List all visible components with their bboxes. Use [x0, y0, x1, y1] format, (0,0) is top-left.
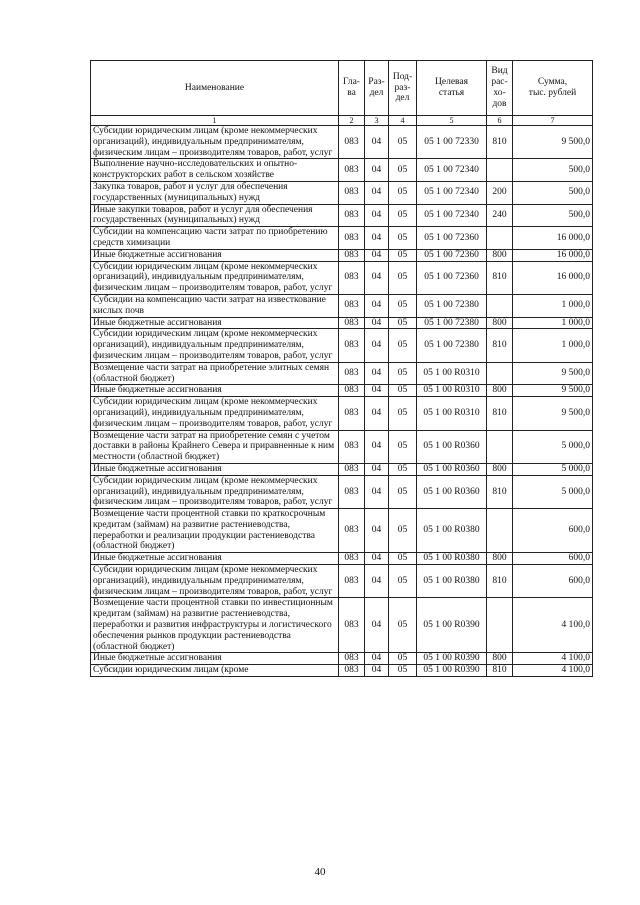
table-row: [91, 249, 593, 261]
row-vid: 810: [487, 565, 513, 598]
row-statya: 05 1 00 R0390: [417, 665, 487, 677]
row-name: Субсидии юридическим лицам (кроме некоммерческих организаций), индивидуальным предпринимателям, физическим лицам – производителям товаров, работ, услуг: [91, 126, 339, 159]
table-row: [91, 126, 593, 159]
row-glava: 083: [339, 317, 365, 329]
row-statya: 05 1 00 72360: [417, 249, 487, 261]
row-name: Иные бюджетные ассигнования: [91, 653, 339, 665]
row-vid: 800: [487, 385, 513, 397]
table-row: [91, 653, 593, 665]
row-statya: 05 1 00 72380: [417, 317, 487, 329]
row-name: Иные бюджетные ассигнования: [91, 385, 339, 397]
row-vid: 800: [487, 653, 513, 665]
header-glava: Гла- ва: [339, 61, 365, 116]
table-row: [91, 430, 593, 463]
row-statya: 05 1 00 R0310: [417, 397, 487, 430]
row-summa: 4 100,0: [513, 653, 593, 665]
table-row: [91, 509, 593, 553]
row-name: Субсидии юридическим лицам (кроме некоммерческих организаций), индивидуальным предпринимателям, физическим лицам – производителям товаров, работ, услуг: [91, 565, 339, 598]
row-statya: 05 1 00 72340: [417, 159, 487, 182]
column-number: 4: [389, 116, 417, 126]
row-vid: [487, 227, 513, 250]
row-statya: 05 1 00 72380: [417, 294, 487, 317]
row-summa: 5 000,0: [513, 430, 593, 463]
row-razdel: 04: [365, 385, 389, 397]
row-statya: 05 1 00 72360: [417, 227, 487, 250]
row-razdel: 04: [365, 397, 389, 430]
row-podrazdel: 05: [389, 249, 417, 261]
table-row: [91, 261, 593, 294]
column-number: 7: [513, 116, 593, 126]
table-row: [91, 317, 593, 329]
row-glava: 083: [339, 181, 365, 204]
column-number: 2: [339, 116, 365, 126]
row-vid: [487, 430, 513, 463]
row-summa: 9 500,0: [513, 385, 593, 397]
row-glava: 083: [339, 249, 365, 261]
row-razdel: 04: [365, 430, 389, 463]
row-glava: 083: [339, 397, 365, 430]
row-summa: 1 000,0: [513, 317, 593, 329]
row-summa: 16 000,0: [513, 261, 593, 294]
row-razdel: 04: [365, 294, 389, 317]
header-statya: Целевая статья: [417, 61, 487, 116]
row-name: Иные бюджетные ассигнования: [91, 249, 339, 261]
table-row: [91, 665, 593, 677]
row-name: Субсидии юридическим лицам (кроме некоммерческих организаций), индивидуальным предпринимателям, физическим лицам – производителям товаров, работ, услуг: [91, 397, 339, 430]
row-vid: [487, 509, 513, 553]
row-summa: 4 100,0: [513, 598, 593, 653]
row-razdel: 04: [365, 261, 389, 294]
column-number: 6: [487, 116, 513, 126]
row-glava: 083: [339, 463, 365, 475]
row-razdel: 04: [365, 159, 389, 182]
row-summa: 500,0: [513, 204, 593, 227]
table-row: [91, 204, 593, 227]
row-razdel: 04: [365, 598, 389, 653]
row-statya: 05 1 00 R0360: [417, 463, 487, 475]
row-podrazdel: 05: [389, 598, 417, 653]
row-podrazdel: 05: [389, 430, 417, 463]
column-number: 5: [417, 116, 487, 126]
row-vid: 810: [487, 126, 513, 159]
row-podrazdel: 05: [389, 261, 417, 294]
row-vid: 800: [487, 463, 513, 475]
row-vid: 810: [487, 261, 513, 294]
table-row: [91, 553, 593, 565]
row-summa: 9 500,0: [513, 397, 593, 430]
row-statya: 05 1 00 72330: [417, 126, 487, 159]
row-podrazdel: 05: [389, 294, 417, 317]
row-summa: 16 000,0: [513, 227, 593, 250]
row-name: Субсидии юридическим лицам (кроме: [91, 665, 339, 677]
header-podrazdel: Под- раз- дел: [389, 61, 417, 116]
table-row: [91, 397, 593, 430]
row-summa: 5 000,0: [513, 463, 593, 475]
row-podrazdel: 05: [389, 653, 417, 665]
table-row: [91, 159, 593, 182]
row-glava: 083: [339, 329, 365, 362]
row-statya: 05 1 00 R0310: [417, 385, 487, 397]
row-razdel: 04: [365, 249, 389, 261]
row-glava: 083: [339, 204, 365, 227]
row-statya: 05 1 00 72340: [417, 204, 487, 227]
row-name: Иные бюджетные ассигнования: [91, 553, 339, 565]
row-vid: 810: [487, 665, 513, 677]
table-row: [91, 227, 593, 250]
column-number-row: [91, 116, 593, 126]
row-podrazdel: 05: [389, 385, 417, 397]
row-summa: 600,0: [513, 565, 593, 598]
row-glava: 083: [339, 553, 365, 565]
row-razdel: 04: [365, 317, 389, 329]
row-name: Возмещение части затрат на приобретение элитных семян (областной бюджет): [91, 362, 339, 385]
row-vid: [487, 598, 513, 653]
row-summa: 5 000,0: [513, 475, 593, 508]
column-number: 1: [91, 116, 339, 126]
row-summa: 4 100,0: [513, 665, 593, 677]
row-glava: 083: [339, 598, 365, 653]
row-glava: 083: [339, 159, 365, 182]
row-summa: 600,0: [513, 509, 593, 553]
header-vid: Вид рас- хо- дов: [487, 61, 513, 116]
header-row: [91, 61, 593, 116]
row-glava: 083: [339, 653, 365, 665]
row-vid: [487, 294, 513, 317]
row-glava: 083: [339, 665, 365, 677]
row-name: Возмещение части процентной ставки по краткосрочным кредитам (займам) на развитие растениеводства, переработки и реализации продукции растениеводства (областной бюджет): [91, 509, 339, 553]
row-statya: 05 1 00 R0380: [417, 553, 487, 565]
row-statya: 05 1 00 R0310: [417, 362, 487, 385]
row-summa: 16 000,0: [513, 249, 593, 261]
header-name: Наименование: [91, 61, 339, 116]
row-razdel: 04: [365, 463, 389, 475]
row-summa: 9 500,0: [513, 362, 593, 385]
row-summa: 600,0: [513, 553, 593, 565]
row-razdel: 04: [365, 227, 389, 250]
table-row: [91, 463, 593, 475]
row-razdel: 04: [365, 653, 389, 665]
row-podrazdel: 05: [389, 362, 417, 385]
row-podrazdel: 05: [389, 665, 417, 677]
row-vid: 810: [487, 475, 513, 508]
row-name: Субсидии на компенсацию части затрат по приобретению средств химизации: [91, 227, 339, 250]
row-name: Возмещение части процентной ставки по инвестиционным кредитам (займам) на развитие растениеводства, переработки и развития инфраструктуры и логистического обеспечения рынков продукции растениеводства (областной бюджет): [91, 598, 339, 653]
row-razdel: 04: [365, 665, 389, 677]
table-row: [91, 475, 593, 508]
row-razdel: 04: [365, 509, 389, 553]
row-name: Закупка товаров, работ и услуг для обеспечения государственных (муниципальных) нужд: [91, 181, 339, 204]
table-row: [91, 362, 593, 385]
row-podrazdel: 05: [389, 227, 417, 250]
row-statya: 05 1 00 72360: [417, 261, 487, 294]
row-vid: 800: [487, 317, 513, 329]
row-statya: 05 1 00 R0360: [417, 475, 487, 508]
table-row: [91, 565, 593, 598]
row-vid: [487, 362, 513, 385]
table-row: [91, 294, 593, 317]
row-statya: 05 1 00 R0390: [417, 598, 487, 653]
row-statya: 05 1 00 R0380: [417, 565, 487, 598]
row-summa: 500,0: [513, 181, 593, 204]
header-razdel: Раз- дел: [365, 61, 389, 116]
row-podrazdel: 05: [389, 553, 417, 565]
budget-table: [90, 60, 593, 677]
row-statya: 05 1 00 R0380: [417, 509, 487, 553]
row-podrazdel: 05: [389, 475, 417, 508]
row-podrazdel: 05: [389, 397, 417, 430]
row-summa: 9 500,0: [513, 126, 593, 159]
row-glava: 083: [339, 565, 365, 598]
row-name: Возмещение части затрат на приобретение семян с учетом доставки в районы Крайнего Севера и приравненные к ним местности (областной бюджет): [91, 430, 339, 463]
row-name: Субсидии юридическим лицам (кроме некоммерческих организаций), индивидуальным предпринимателям, физическим лицам – производителям товаров, работ, услуг: [91, 261, 339, 294]
row-podrazdel: 05: [389, 159, 417, 182]
row-podrazdel: 05: [389, 463, 417, 475]
row-vid: 240: [487, 204, 513, 227]
row-glava: 083: [339, 126, 365, 159]
row-glava: 083: [339, 385, 365, 397]
row-razdel: 04: [365, 553, 389, 565]
page-number: 40: [314, 866, 326, 878]
row-podrazdel: 05: [389, 565, 417, 598]
row-glava: 083: [339, 294, 365, 317]
row-podrazdel: 05: [389, 204, 417, 227]
row-statya: 05 1 00 72340: [417, 181, 487, 204]
row-statya: 05 1 00 R0390: [417, 653, 487, 665]
row-razdel: 04: [365, 475, 389, 508]
row-vid: 200: [487, 181, 513, 204]
row-summa: 1 000,0: [513, 329, 593, 362]
row-name: Выполнение научно-исследовательских и опытно-конструкторских работ в сельском хозяйстве: [91, 159, 339, 182]
row-glava: 083: [339, 261, 365, 294]
row-name: Субсидии юридическим лицам (кроме некоммерческих организаций), индивидуальным предпринимателям, физическим лицам – производителям товаров, работ, услуг: [91, 329, 339, 362]
row-glava: 083: [339, 227, 365, 250]
row-vid: 810: [487, 329, 513, 362]
row-name: Субсидии на компенсацию части затрат на известкование кислых почв: [91, 294, 339, 317]
table-row: [91, 181, 593, 204]
row-statya: 05 1 00 72380: [417, 329, 487, 362]
row-name: Субсидии юридическим лицам (кроме некоммерческих организаций), индивидуальным предпринимателям, физическим лицам – производителям товаров, работ, услуг: [91, 475, 339, 508]
row-razdel: 04: [365, 329, 389, 362]
row-vid: 800: [487, 553, 513, 565]
row-glava: 083: [339, 430, 365, 463]
table-row: [91, 385, 593, 397]
row-podrazdel: 05: [389, 329, 417, 362]
row-name: Иные закупки товаров, работ и услуг для обеспечения государственных (муниципальных) нужд: [91, 204, 339, 227]
table-row: [91, 598, 593, 653]
row-razdel: 04: [365, 565, 389, 598]
row-razdel: 04: [365, 204, 389, 227]
row-vid: 800: [487, 249, 513, 261]
row-podrazdel: 05: [389, 181, 417, 204]
row-name: Иные бюджетные ассигнования: [91, 317, 339, 329]
table-body: [91, 126, 593, 677]
row-podrazdel: 05: [389, 509, 417, 553]
row-razdel: 04: [365, 126, 389, 159]
row-razdel: 04: [365, 362, 389, 385]
row-name: Иные бюджетные ассигнования: [91, 463, 339, 475]
row-summa: 1 000,0: [513, 294, 593, 317]
column-number: 3: [365, 116, 389, 126]
row-vid: 810: [487, 397, 513, 430]
row-podrazdel: 05: [389, 317, 417, 329]
row-summa: 500,0: [513, 159, 593, 182]
row-vid: [487, 159, 513, 182]
header-summa: Сумма, тыс. рублей: [513, 61, 593, 116]
row-glava: 083: [339, 509, 365, 553]
row-glava: 083: [339, 362, 365, 385]
table-row: [91, 329, 593, 362]
row-glava: 083: [339, 475, 365, 508]
row-podrazdel: 05: [389, 126, 417, 159]
row-razdel: 04: [365, 181, 389, 204]
row-statya: 05 1 00 R0360: [417, 430, 487, 463]
